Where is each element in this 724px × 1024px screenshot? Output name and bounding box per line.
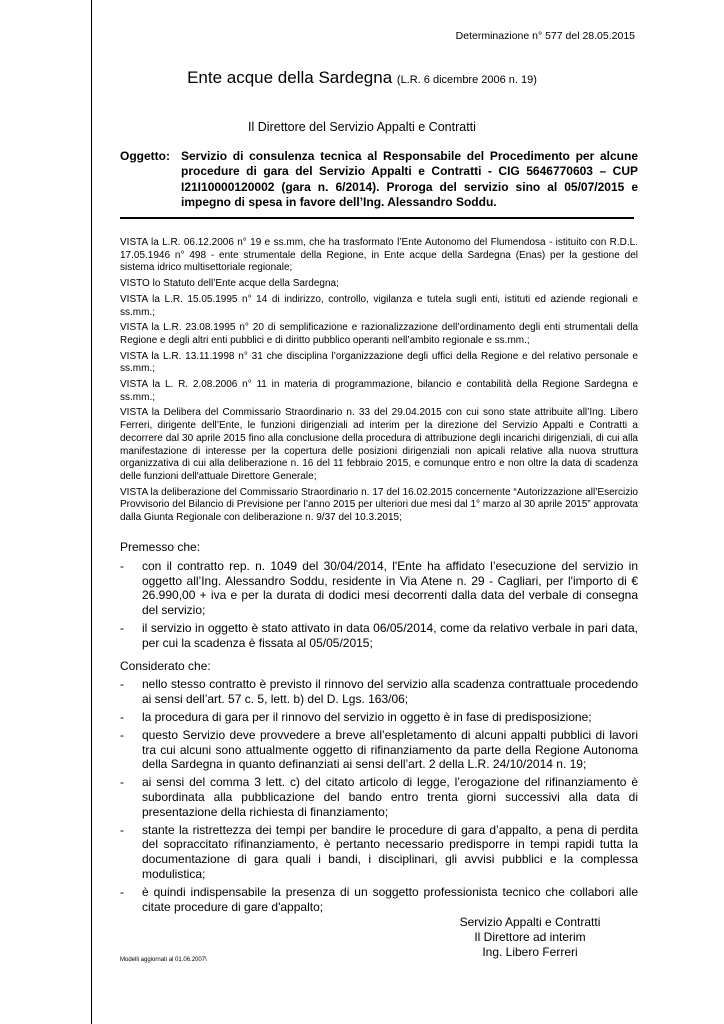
considerato-list xyxy=(120,677,638,914)
list-item-text: con il contratto rep. n. 1049 del 30/04/2014, l'Ente ha affidato l’esecuzione del servizio in oggetto all’Ing. Alessandro Soddu, residente in Via Atene n. 29 - Cagliari, per l'importo di € 26.990,00 + iva e per la durata di dodici mesi decorrenti dalla data del verbale di consegna del servizio; xyxy=(142,558,638,618)
margin-line xyxy=(91,0,92,1024)
premesso-list xyxy=(120,559,638,651)
determinazione-reference: Determinazione n° 577 del 28.05.2015 xyxy=(455,30,635,42)
considerato-heading: Considerato che: xyxy=(120,658,211,673)
list-item-text: nello stesso contratto è previsto il rinnovo del servizio alla scadenza contrattuale procedendo ai sensi dell’art. 57 c. 5, lett. b) del D. Lgs. 163/06; xyxy=(142,677,638,707)
list-dash: - xyxy=(120,620,124,635)
signature-role: Il Direttore ad interim xyxy=(474,930,586,944)
list-item xyxy=(120,710,638,725)
list-dash: - xyxy=(120,884,124,899)
list-dash: - xyxy=(120,709,124,724)
page-title xyxy=(0,68,724,88)
list-item xyxy=(120,728,638,772)
footer-note: Modelli aggiornati al 01.06.2007\ xyxy=(120,957,207,963)
list-dash: - xyxy=(120,775,124,790)
list-dash: - xyxy=(120,822,124,837)
entity-law-reference: (L.R. 6 dicembre 2006 n. 19) xyxy=(396,74,537,86)
list-dash: - xyxy=(120,677,124,692)
vista-paragraph: VISTA la L.R. 06.12.2006 n° 19 e ss.mm, che ha trasformato l’Ente Autonomo del Flumendosa - istituito con R.D.L. 17.05.1946 n° 498 - ente strumentale della Regione, in Ente acque della Sardegna (Enas) per la gestione del sistema idrico multisettoriale regionale; xyxy=(120,237,638,274)
signature-name: Ing. Libero Ferreri xyxy=(482,945,578,959)
subject-block xyxy=(120,149,638,211)
signature-block xyxy=(440,915,620,960)
list-item xyxy=(120,677,638,707)
list-item-text: ai sensi del comma 3 lett. c) del citato articolo di legge, l’erogazione del rifinanziamento è subordinata alla pubblicazione del bando entro trenta giorni successivi alla data di presentazione della richiesta di finanziamento; xyxy=(142,775,638,819)
issuer-subtitle: Il Direttore del Servizio Appalti e Contratti xyxy=(248,120,476,134)
vista-paragraph: VISTA la L. R. 2.08.2006 n° 11 in materia di programmazione, bilancio e contabilità della Regione Sardegna e ss.mm.; xyxy=(120,379,638,403)
entity-name: Ente acque della Sardegna xyxy=(187,68,393,87)
list-item xyxy=(120,621,638,651)
list-dash: - xyxy=(120,558,124,573)
vista-paragraph: VISTA la deliberazione del Commissario Straordinario n. 17 del 16.02.2015 concernente “Autorizzazione all’Esercizio Provvisorio del Bilancio di Previsione per l’anno 2015 per ulteriori due mesi dal 1° marzo al 30 aprile 2015” approvata dalla Giunta Regionale con deliberazione n. 9/37 del 10.3.2015; xyxy=(120,486,638,524)
list-item-text: stante la ristrettezza dei tempi per bandire le procedure di gara d’appalto, a pena di perdita del sopraccitato rifinanziamento, è pertanto necessario predisporre in tempi rapidi tutta la documentazione di gara quali i bandi, i disciplinari, gli avvisi pubblici e la complessa modulistica; xyxy=(142,822,638,881)
vista-paragraph: VISTA la L.R. 13.11.1998 n° 31 che disciplina l’organizzazione degli uffici della Regione e del relativo personale e ss.mm.; xyxy=(120,350,638,375)
vista-paragraph: VISTA la L.R. 15.05.1995 n° 14 di indirizzo, controllo, vigilanza e tutela sugli enti, istituti ed aziende regionali e ss.mm.; xyxy=(120,293,638,318)
vista-paragraph: VISTA la L.R. 23.08.1995 n° 20 di semplificazione e razionalizzazione dell’ordinamento degli enti strumentali della Regione e degli altri enti pubblici e di diritto pubblico operanti nell’ambito regionale e ss.mm.; xyxy=(120,322,638,346)
vista-section xyxy=(120,237,638,528)
divider xyxy=(120,217,634,219)
list-item-text: è quindi indispensabile la presenza di un soggetto professionista tecnico che collabori alle citate procedure di gare d'appalto; xyxy=(142,884,638,914)
vista-paragraph: VISTA la Delibera del Commissario Straordinario n. 33 del 29.04.2015 con cui sono state attribuite all’Ing. Libero Ferreri, dirigente dell’Ente, le funzioni dirigenziali ad interim per la direzione del Servizio Appalti e Contratti a decorrere dal 30 aprile 2015 fino alla conclusione della procedura di attribuzione degli incarichi dirigenziali, di cui alla manifestazione di interesse per la copertura delle posizioni dirigenziali non apicali relative alla nuova struttura organizzativa di cui alla deliberazione n. 16 del 11 febbraio 2015, e comunque entro e non oltre la data di scadenza delle funzioni dell'attuale Direttore Generale; xyxy=(120,407,638,482)
list-item xyxy=(120,559,638,618)
list-item-text: questo Servizio deve provvedere a breve all’espletamento di alcuni appalti pubblici di lavori tra cui alcuni sono attualmente oggetto di rifinanziamento da parte della Regione Autonoma della Sardegna in quanto definanziati ai sensi dell’art. 2 della L.R. 24/10/2014 n. 19; xyxy=(142,727,638,772)
premises-section xyxy=(120,540,638,922)
list-item-text: il servizio in oggetto è stato attivato in data 06/05/2014, come da relativo verbale in pari data, per cui la scadenza è fissata al 05/05/2015; xyxy=(142,620,638,650)
premesso-heading: Premesso che: xyxy=(120,540,201,554)
list-item xyxy=(120,823,638,882)
subject-text: Servizio di consulenza tecnica al Responsabile del Procedimento per alcune procedure di gara del Servizio Appalti e Contratti - CIG 5646770603 – CUP I21I10000120002 (gara n. 6/2014). Proroga del servizio sino al 05/07/2015 e impegno di spesa in favore dell’Ing. Alessandro Soddu. xyxy=(181,149,638,210)
list-item xyxy=(120,885,638,915)
subject-label: Oggetto: xyxy=(120,149,170,163)
list-item-text: la procedura di gara per il rinnovo del servizio in oggetto è in fase di predisposizione; xyxy=(142,709,592,724)
signature-office: Servizio Appalti e Contratti xyxy=(459,915,601,929)
vista-paragraph: VISTO lo Statuto dell’Ente acque della Sardegna; xyxy=(120,278,339,290)
list-dash: - xyxy=(120,727,124,742)
list-item xyxy=(120,775,638,819)
